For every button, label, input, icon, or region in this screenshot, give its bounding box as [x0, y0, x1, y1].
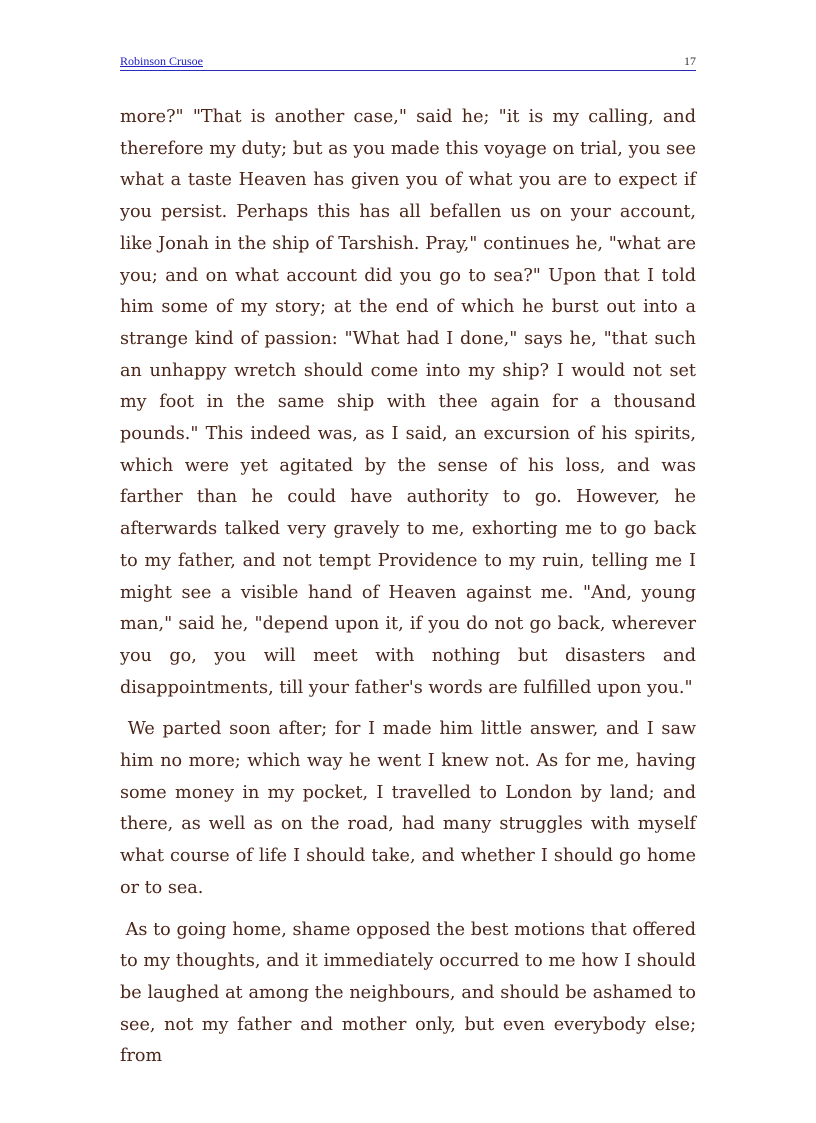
paragraph: As to going home, shame opposed the best motions that offered to my thoughts, and it immediately occurred to me how I should be laughed at among the neighbours, and should be ashamed to see, not my father and mother only, but even everybody else; from: [120, 919, 696, 1067]
page-body: [120, 102, 696, 1073]
paragraph: We parted soon after; for I made him little answer, and I saw him no more; which way he went I knew not. As for me, having some money in my pocket, I travelled to London by land; and there, as well as on the road, had many struggles with myself what course of life I should take, and whether I should go home or to sea.: [120, 719, 696, 898]
paragraph: more?" "That is another case," said he; "it is my calling, and therefore my duty; but as you made this voyage on trial, you see what a taste Heaven has given you of what you are to expect if you persist. Perhaps this has all befallen us on your account, like Jonah in the ship of Tarshish. Pray," continues he, "what are you; and on what account did you go to sea?" Upon that I told him some of my story; at the end of which he burst out into a strange kind of passion: "What had I done," says he, "that such an unhappy wretch should come into my ship? I would not set my foot in the same ship with thee again for a thousand pounds." This indeed was, as I said, an excursion of his spirits, which were yet agitated by the sense of his loss, and was farther than he could have authority to go. However, he afterwards talked very gravely to me, exhorting me to go back to my father, and not tempt Providence to my ruin, telling me I might see a visible hand of Heaven against me. "And, young man," said he, "depend upon it, if you do not go back, wherever you go, you will meet with nothing but disasters and disappointments, till your father's words are fulfilled upon you.": [120, 107, 696, 698]
running-header: [120, 54, 696, 71]
book-title-link[interactable]: Robinson Crusoe: [120, 54, 204, 68]
page-number: 17: [684, 54, 696, 68]
